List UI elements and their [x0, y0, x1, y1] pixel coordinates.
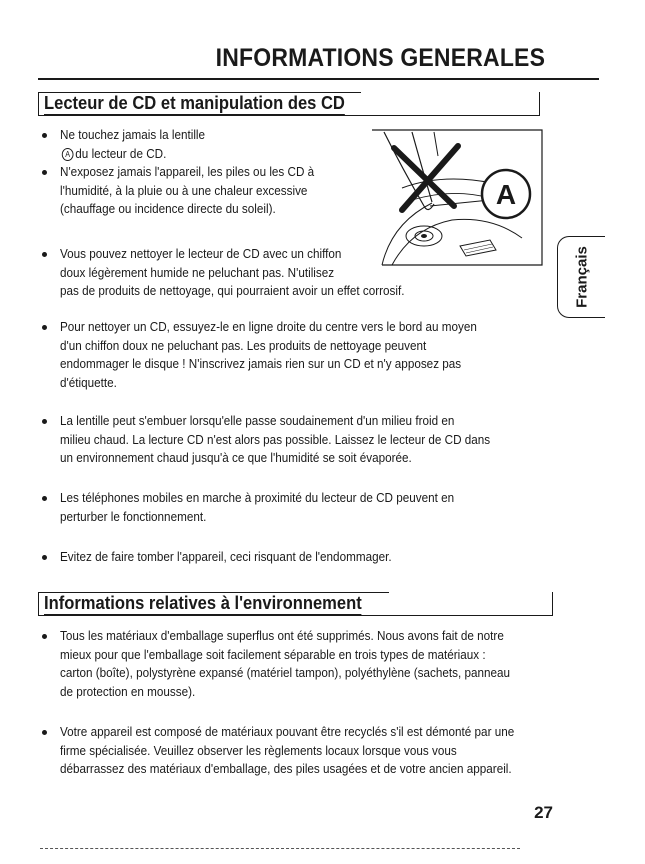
page-title: INFORMATIONS GENERALES: [215, 44, 545, 72]
language-tab: [557, 236, 605, 318]
list-item: La lentille peut s'embuer lorsqu'elle passe soudainement d'un milieu froid en milieu chaud. La lecture CD n'est alors pas possible. Laissez le lecteur de CD dans un environnement chaud jusqu'à ce que l'humidité se soit évaporée.: [42, 412, 562, 472]
title-divider: [38, 78, 599, 80]
list-item: N'exposez jamais l'appareil, les piles ou les CD à l'humidité, à la pluie ou à une chaleur excessive (chauffage ou incidence directe du soleil).: [42, 163, 372, 223]
list-item: Pour nettoyer un CD, essuyez-le en ligne droite du centre vers le bord au moyen d'un chiffon doux ne peluchant pas. Les produits de nettoyage peuvent endommager le disque ! N'inscrivez jamais rien sur un CD et n'y apposez pas d'étiquette.: [42, 318, 562, 398]
list-item: Votre appareil est composé de matériaux pouvant être recyclés s'il est démonté par une firme spécialisée. Veuillez observer les règlements locaux lorsque vous vous débarrassez des matériaux d'emballage, des piles usagées et de votre ancien appareil.: [42, 723, 582, 783]
lens-marker-icon: A: [62, 148, 74, 161]
cd-lens-illustration: [372, 128, 544, 267]
list-item: Tous les matériaux d'emballage superflus ont été supprimés. Nous avons fait de notre mieux pour que l'emballage soit facilement séparable en trois types de matériaux : carton (boîte), polystyrène expansé (matériel tampon), polyéthylène (sachets, panneau de protection en mousse).: [42, 627, 582, 707]
language-tab-label: Français: [573, 246, 590, 308]
section-title: Informations relatives à l'environnement: [44, 593, 362, 613]
callout-letter: A: [495, 179, 517, 210]
section-title: Lecteur de CD et manipulation des CD: [44, 93, 345, 113]
section-heading-cd-handling: [38, 92, 540, 116]
list-item: Vous pouvez nettoyer le lecteur de CD avec un chiffon doux légèrement humide ne peluchant pas. N'utilisez pas de produits de nettoyage, qui pourraient avoir un effet corrosif.: [42, 245, 542, 305]
section-heading-environment: [38, 592, 553, 616]
list-item: Ne touchez jamais la lentille A du lecteur de CD.: [42, 126, 372, 146]
page-number: 27: [534, 803, 553, 822]
list-item: Les téléphones mobiles en marche à proximité du lecteur de CD peuvent en perturber le fonctionnement.: [42, 489, 562, 529]
footer-divider: [40, 848, 520, 849]
list-item: Evitez de faire tomber l'appareil, ceci risquant de l'endommager.: [42, 548, 562, 568]
